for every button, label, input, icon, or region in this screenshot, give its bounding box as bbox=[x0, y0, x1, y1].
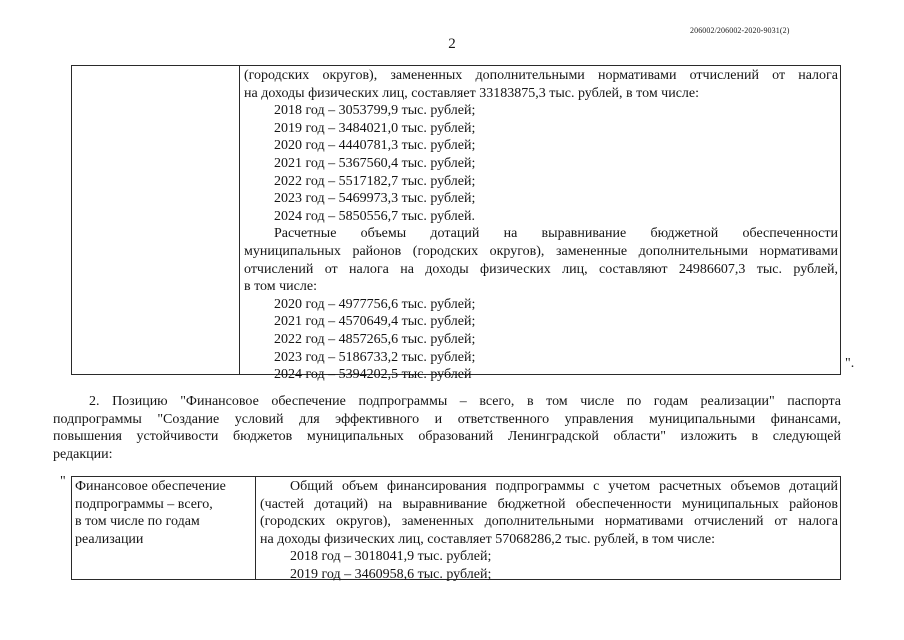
year-line: 2022 год – 4857265,6 тыс. рублей; bbox=[274, 331, 476, 347]
year-line: 2021 год – 4570649,4 тыс. рублей; bbox=[274, 314, 476, 330]
text-line: (городских округов), замененных дополнительными нормативами отчислений от налога bbox=[244, 68, 838, 83]
opening-quote: " bbox=[60, 474, 66, 489]
document-id: 206002/206002-2020-9031(2) bbox=[690, 26, 790, 35]
text-line: повышения устойчивости бюджетов муниципальных образований Ленинградской области" изложить в следующей bbox=[53, 429, 841, 445]
year-line: 2024 год – 5394202,5 тыс. рублей bbox=[274, 367, 472, 383]
year-line: 2024 год – 5850556,7 тыс. рублей. bbox=[274, 208, 475, 224]
text-line: (частей дотаций) на выравнивание бюджетной обеспеченности муниципальных районов bbox=[260, 496, 838, 512]
column-divider bbox=[255, 477, 256, 579]
text-line: Расчетные объемы дотаций на выравнивание бюджетной обеспеченности bbox=[274, 226, 838, 242]
closing-quote: ". bbox=[845, 356, 855, 371]
continued-table bbox=[71, 65, 841, 383]
text-line: Общий объем финансирования подпрограммы с учетом расчетных объемов дотаций bbox=[290, 479, 838, 494]
year-line: 2020 год – 4440781,3 тыс. рублей; bbox=[274, 138, 476, 154]
text-line: в том числе: bbox=[244, 279, 317, 295]
year-line: 2020 год – 4977756,6 тыс. рублей; bbox=[274, 296, 476, 312]
section-2-paragraph bbox=[53, 393, 841, 463]
text-line: (городских округов), замененных дополнительными нормативами отчислений от налога bbox=[260, 514, 838, 530]
text-line: Финансовое обеспечение bbox=[75, 479, 226, 494]
year-line: 2023 год – 5186733,2 тыс. рублей; bbox=[274, 349, 476, 365]
table-cell-content bbox=[244, 67, 838, 384]
text-line: редакции: bbox=[53, 446, 113, 462]
page-number: 2 bbox=[448, 36, 456, 52]
year-line: 2021 год – 5367560,4 тыс. рублей; bbox=[274, 155, 476, 171]
column-divider bbox=[239, 66, 240, 374]
text-line: на доходы физических лиц, составляет 57068286,2 тыс. рублей, в том числе: bbox=[260, 531, 716, 547]
text-line: отчислений от налога на доходы физических лиц, составляют 24986607,3 тыс. рублей, bbox=[244, 261, 838, 277]
year-line: 2018 год – 3018041,9 тыс. рублей; bbox=[290, 549, 492, 565]
text-line: в том числе по годам bbox=[75, 514, 200, 530]
row-header-cell bbox=[75, 478, 253, 548]
year-line: 2023 год – 5469973,3 тыс. рублей; bbox=[274, 191, 476, 207]
year-line: 2022 год – 5517182,7 тыс. рублей; bbox=[274, 173, 476, 189]
text-line: подпрограммы – всего, bbox=[75, 496, 213, 512]
text-line: подпрограммы "Создание условий для эффективного и ответственного управления муниципальными финансами, bbox=[53, 411, 841, 427]
year-line: 2019 год – 3484021,0 тыс. рублей; bbox=[274, 120, 476, 136]
financing-table bbox=[71, 476, 841, 580]
text-line: на доходы физических лиц, составляет 33183875,3 тыс. рублей, в том числе: bbox=[244, 85, 700, 101]
year-line: 2018 год – 3053799,9 тыс. рублей; bbox=[274, 103, 476, 119]
year-line: 2019 год – 3460958,6 тыс. рублей; bbox=[290, 566, 492, 582]
text-line: муниципальных районов (городских округов), замененные дополнительными нормативами bbox=[244, 243, 838, 259]
content-cell bbox=[260, 478, 838, 584]
text-line: реализации bbox=[75, 531, 144, 547]
text-line: 2. Позицию "Финансовое обеспечение подпрограммы – всего, в том числе по годам реализации" паспорта bbox=[89, 394, 841, 409]
